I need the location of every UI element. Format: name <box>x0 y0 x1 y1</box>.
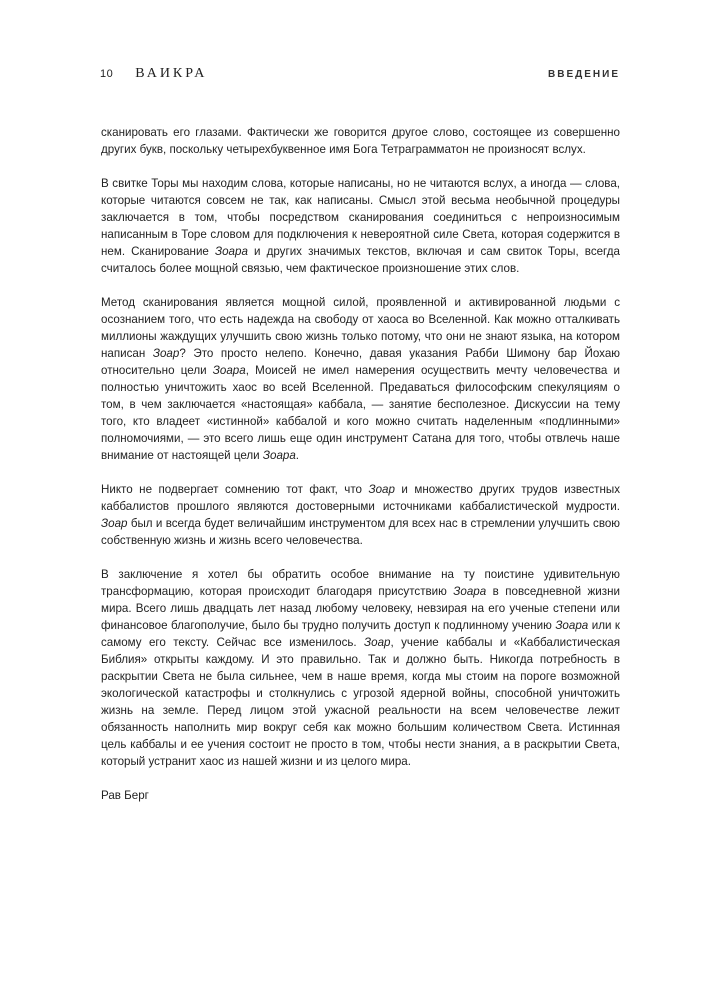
italic-title-text: Зоара <box>555 619 589 632</box>
paragraph-text: Никто не подвергает сомнению тот факт, что <box>101 483 369 496</box>
paragraph-text: ? Это просто нелепо. Конечно, давая указания Рабби Шимону бар Йохаю относительно цели <box>101 347 620 377</box>
paragraph-text: , учение каббалы и «Каббалистическая Библия» открыты каждому. И это правильно. Так и должно быть. Никогда потребность в раскрытии Света не была сильнее, чем в наше время, когда мы стоим на пороге возможной экологической катастрофы и столкнулись с угрозой ядерной войны, способной уничтожить жизнь на земле. Перед лицом этой ужасной реальности на всем человечестве лежит обязанность наполнить мир вокруг себя как можно большим количеством Света. Истинная цель каббалы и ее учения состоит не просто в том, чтобы нести знания, а в раскрытии Света, который устранит хаос из нашей жизни и из целого мира. <box>101 636 620 768</box>
italic-title-text: Зоар <box>364 636 391 649</box>
paragraph-text: , Моисей не имел намерения осуществить мечту человечества и полностью уничтожить хаос во всей Вселенной. Предаваться философским спекуляциям о том, в чем заключается «настоящая» каббала, — занятие бесполезное. Дискуссии на тему того, кто владеет «истинной» каббалой и кого можно считать наделенным «подлинными» полномочиями, — это всего лишь еще один инструмент Сатана для того, чтобы отвлечь наше внимание от настоящей цели <box>101 364 621 462</box>
author-signature: Рав Берг <box>101 789 149 802</box>
paragraph <box>101 124 620 158</box>
paragraph <box>101 566 620 770</box>
paragraph <box>101 481 620 549</box>
page-body <box>101 124 620 821</box>
paragraph-text: был и всегда будет величайшим инструментом для всех нас в стремлении улучшить свою собственную жизнь и жизнь всего человечества. <box>101 517 620 547</box>
paragraph-text: в повседневной жизни мира. Всего лишь двадцать лет назад любому человеку, невзирая на его ученые степени или финансовое благополучие, было бы трудно получить доступ к подлинному учению <box>101 585 620 632</box>
paragraph-text: и множество других трудов известных каббалистов прошлого являются достоверными источниками каббалистической мудрости. <box>101 483 621 513</box>
italic-title-text: Зоар <box>368 483 395 496</box>
page-header <box>100 66 620 82</box>
section-title: ВВЕДЕНИЕ <box>548 68 620 80</box>
page-number: 10 <box>100 68 114 80</box>
book-title: ВАИКРА <box>135 66 208 81</box>
paragraph-text: и других значимых текстов, включая и сам свиток Торы, всегда считалось более мощной связью, чем фактическое произношение этих слов. <box>101 245 620 275</box>
paragraph-text: или к самому его тексту. Сейчас все изменилось. <box>101 619 620 649</box>
paragraph-text: . <box>295 449 300 462</box>
italic-title-text: Зоара <box>262 449 296 462</box>
paragraph-text: сканировать его глазами. Фактически же говорится другое слово, состоящее из совершенно других букв, поскольку четырехбуквенное имя Бога Тетраграмматон не произносят вслух. <box>101 126 620 156</box>
paragraph-text: В свитке Торы мы находим слова, которые написаны, но не читаются вслух, а иногда — слова, которые читаются совсем не так, как написаны. Смысл этой весьма необычной процедуры заключается в том, чтобы посредством сканирования соединиться с непроизносимым написанным в Торе словом для подключения к невероятной силе Света, которая содержится в нем. Сканирование <box>101 177 620 258</box>
italic-title-text: Зоара <box>453 585 487 598</box>
italic-title-text: Зоар <box>101 517 128 530</box>
italic-title-text: Зоара <box>212 364 246 377</box>
paragraph <box>101 175 620 277</box>
paragraph-text: Метод сканирования является мощной силой, проявленной и активированной людьми с осознанием того, что есть надежда на свободу от хаоса во Вселенной. Как можно отталкивать миллионы жаждущих улучшить свою жизнь только потому, что они не знают языка, на котором написан <box>101 296 620 360</box>
italic-title-text: Зоар <box>152 347 180 360</box>
italic-title-text: Зоара <box>214 245 248 258</box>
paragraph-text: В заключение я хотел бы обратить особое внимание на ту поистине удивительную трансформацию, которая происходит благодаря присутствию <box>101 568 620 598</box>
paragraph <box>101 294 620 464</box>
